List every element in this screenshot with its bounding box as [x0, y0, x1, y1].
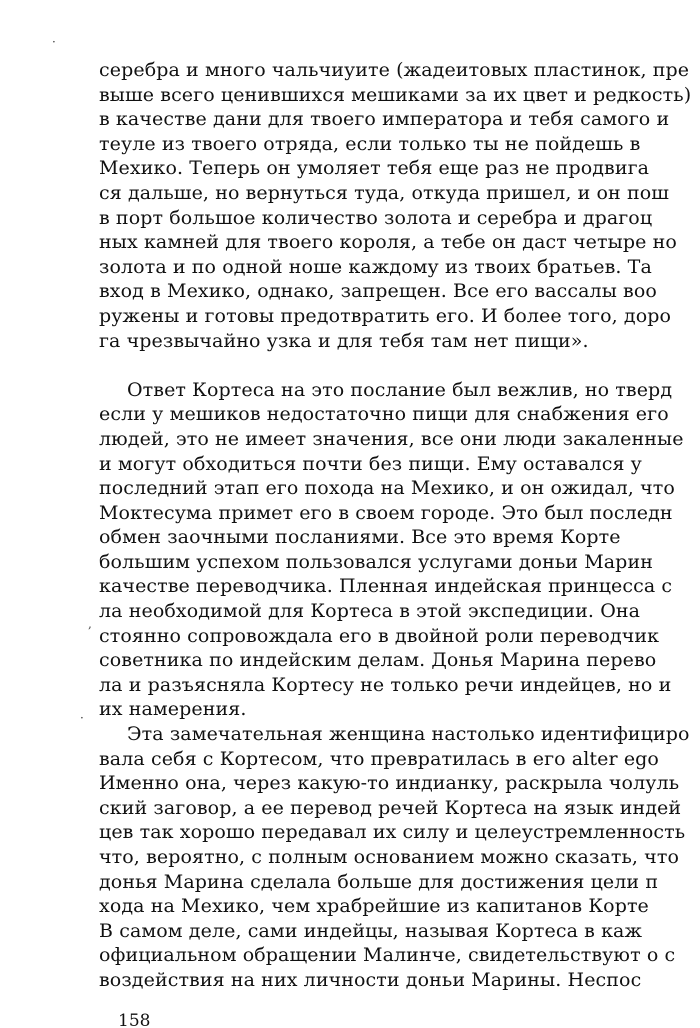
- text-line: Ответ Кортеса на это послание был вежлив, но тверд: [127, 378, 673, 401]
- text-line: га чрезвычайно узка и для тебя там нет пищи».: [99, 329, 589, 352]
- text-column: [99, 58, 699, 993]
- text-line: вала себя с Кортесом, что превратилась в его alter ego: [99, 747, 659, 770]
- text-line: большим успехом пользовался услугами доньи Марин: [99, 550, 653, 573]
- text-line: если у мешиков недостаточно пищи для снабжения его: [99, 403, 669, 426]
- scan-speck: ·: [52, 35, 56, 49]
- paragraph-1: [99, 58, 699, 353]
- text-line: последний этап его похода на Мехико, и он ожидал, что: [99, 477, 675, 500]
- text-line: ла необходимой для Кортеса в этой экспедиции. Она: [99, 600, 641, 623]
- text-line: Именно она, через какую-то индианку, раскрыла чолуль: [99, 772, 680, 795]
- text-line: их намерения.: [99, 698, 247, 721]
- text-line: теуле из твоего отряда, если только ты не пойдешь в: [99, 132, 641, 155]
- text-line: Эта замечательная женщина настолько идентифициро: [127, 723, 690, 746]
- text-line: обмен заочными посланиями. Все это время Корте: [99, 526, 621, 549]
- text-line: ский заговор, а ее перевод речей Кортеса на язык индей: [99, 796, 682, 819]
- text-line: цев так хорошо передавал их силу и целеустремленность: [99, 821, 686, 844]
- text-line: в порт большое количество золота и серебра и драгоц: [99, 206, 653, 229]
- text-line: стоянно сопровождала его в двойной роли переводчик: [99, 624, 660, 647]
- text-line: качестве переводчика. Пленная индейская принцесса с: [99, 575, 673, 598]
- text-line: в качестве дани для твоего императора и тебя самого и: [99, 108, 670, 131]
- text-line: ных камней для твоего короля, а тебе он даст четыре но: [99, 231, 677, 254]
- text-line: официальном обращении Малинче, свидетельствуют о с: [99, 944, 676, 967]
- text-line: золота и по одной ноше каждому из твоих братьев. Та: [99, 255, 652, 278]
- paragraph-gap: [99, 353, 699, 378]
- text-line: ся дальше, но вернуться туда, откуда пришел, и он пош: [99, 181, 670, 204]
- text-line: советника по индейским делам. Донья Марина перево: [99, 649, 657, 672]
- scan-speck: ·: [80, 711, 84, 725]
- text-line: Мехико. Теперь он умоляет тебя еще раз не продвига: [99, 157, 650, 180]
- text-line: ла и разъясняла Кортесу не только речи индейцев, но и: [99, 673, 672, 696]
- text-line: В самом деле, сами индейцы, называя Кортеса в каж: [99, 919, 643, 942]
- text-line: что, вероятно, с полным основанием можно сказать, что: [99, 846, 679, 868]
- text-line: выше всего ценившихся мешиками за их цвет и редкость): [99, 83, 692, 106]
- text-line: людей, это не имеет значения, все они люди закаленные: [99, 427, 684, 450]
- paragraph-2: [99, 378, 699, 722]
- text-line: воздействия на них личности доньи Марины. Неспос: [99, 968, 642, 991]
- scan-speck: ,: [88, 617, 92, 631]
- paragraph-3: [99, 722, 699, 993]
- text-line: и могут обходиться почти без пищи. Ему оставался у: [99, 452, 642, 475]
- text-line: ружены и готовы предотвратить его. И более того, доро: [99, 304, 672, 327]
- text-line: хода на Мехико, чем храбрейшие из капитанов Корте: [99, 895, 649, 918]
- text-line: донья Марина сделала больше для достижения цели п: [99, 870, 659, 893]
- text-line: серебра и много чальчиуите (жадеитовых пластинок, пре: [99, 59, 690, 81]
- text-line: вход в Мехико, однако, запрещен. Все его вассалы воо: [99, 280, 657, 303]
- page-number: 158: [118, 1011, 151, 1028]
- text-line: Моктесума примет его в своем городе. Это был последн: [99, 501, 673, 524]
